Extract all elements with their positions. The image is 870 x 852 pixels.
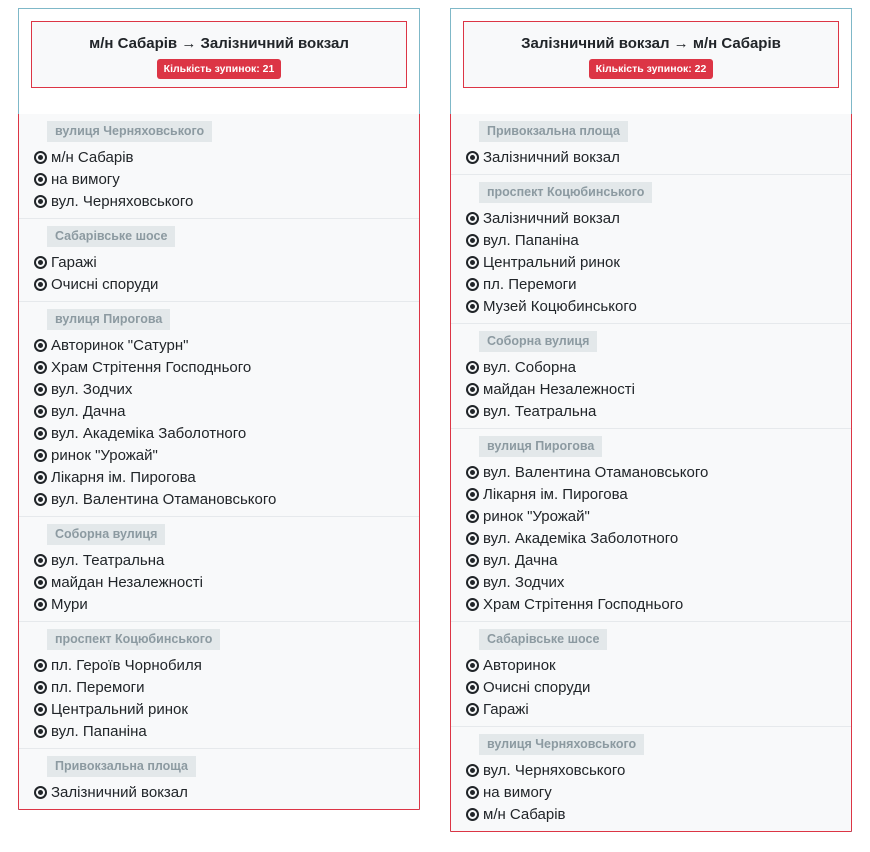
stop-list xyxy=(34,334,419,510)
dot-circle-icon xyxy=(466,510,479,523)
stop-item xyxy=(466,461,851,483)
stop-item xyxy=(34,334,419,356)
dot-circle-icon xyxy=(34,725,47,738)
dot-circle-icon xyxy=(34,173,47,186)
dot-circle-icon xyxy=(466,278,479,291)
stop-name: вул. Зодчих xyxy=(483,573,565,591)
dot-circle-icon xyxy=(34,703,47,716)
route-header-box xyxy=(31,21,407,88)
street-label: вулиця Черняховського xyxy=(47,121,212,142)
stop-item xyxy=(34,720,419,742)
dot-circle-icon xyxy=(34,471,47,484)
stop-name: Очисні споруди xyxy=(483,678,591,696)
stop-name: Авторинок xyxy=(483,656,556,674)
route-header xyxy=(19,9,419,114)
stop-item xyxy=(466,251,851,273)
stop-list xyxy=(466,146,851,168)
street-label: вулиця Черняховського xyxy=(479,734,644,755)
stop-item xyxy=(34,168,419,190)
route-card-backward xyxy=(450,8,852,832)
stop-item xyxy=(466,759,851,781)
stop-name: пл. Перемоги xyxy=(51,678,145,696)
street-group xyxy=(451,429,851,622)
dot-circle-icon xyxy=(466,151,479,164)
dot-circle-icon xyxy=(466,488,479,501)
stop-item xyxy=(466,483,851,505)
stop-name: вул. Академіка Заболотного xyxy=(51,424,247,442)
stop-list xyxy=(34,146,419,212)
stop-item xyxy=(34,273,419,295)
street-group xyxy=(19,114,419,219)
stop-item xyxy=(466,146,851,168)
stop-name: Залізничний вокзал xyxy=(483,209,620,227)
stop-item xyxy=(34,378,419,400)
dot-circle-icon xyxy=(466,786,479,799)
stop-item xyxy=(34,698,419,720)
street-group xyxy=(451,175,851,324)
stop-name: Лікарня ім. Пирогова xyxy=(51,468,196,486)
street-label: проспект Коцюбинського xyxy=(47,629,220,650)
dot-circle-icon xyxy=(34,576,47,589)
stop-name: Центральний ринок xyxy=(483,253,620,271)
dot-circle-icon xyxy=(34,554,47,567)
street-group xyxy=(19,749,419,809)
stop-name: Центральний ринок xyxy=(51,700,188,718)
dot-circle-icon xyxy=(466,532,479,545)
stop-item xyxy=(34,146,419,168)
stop-list xyxy=(34,654,419,742)
stop-list xyxy=(466,461,851,615)
dot-circle-icon xyxy=(34,427,47,440)
stop-name: на вимогу xyxy=(483,783,552,801)
dot-circle-icon xyxy=(34,659,47,672)
stop-item xyxy=(466,356,851,378)
route-title: м/н Сабарів → Залізничний вокзал xyxy=(89,35,349,52)
stop-name: Очисні споруди xyxy=(51,275,159,293)
dot-circle-icon xyxy=(34,681,47,694)
dot-circle-icon xyxy=(466,554,479,567)
stop-item xyxy=(466,505,851,527)
route-title: Залізничний вокзал → м/н Сабарів xyxy=(521,35,781,52)
stop-name: пл. Перемоги xyxy=(483,275,577,293)
stop-item xyxy=(466,527,851,549)
stop-name: вул. Валентина Отамановського xyxy=(51,490,277,508)
stop-name: вул. Папаніна xyxy=(51,722,147,740)
stop-item xyxy=(34,593,419,615)
stop-item xyxy=(34,400,419,422)
stop-list xyxy=(466,654,851,720)
stop-list xyxy=(34,251,419,295)
street-label: Сабарівське шосе xyxy=(479,629,607,650)
street-label: Привокзальна площа xyxy=(47,756,196,777)
dot-circle-icon xyxy=(34,195,47,208)
stop-name: м/н Сабарів xyxy=(51,148,134,166)
stop-item xyxy=(34,571,419,593)
stop-name: Мури xyxy=(51,595,88,613)
street-label: Сабарівське шосе xyxy=(47,226,175,247)
stop-item xyxy=(34,190,419,212)
stop-item xyxy=(466,207,851,229)
stop-name: м/н Сабарів xyxy=(483,805,566,823)
stop-name: вул. Валентина Отамановського xyxy=(483,463,709,481)
stop-item xyxy=(34,422,419,444)
stop-name: Авторинок "Сатурн" xyxy=(51,336,189,354)
street-label: Соборна вулиця xyxy=(479,331,597,352)
dot-circle-icon xyxy=(34,361,47,374)
street-group xyxy=(19,517,419,622)
stop-name: майдан Незалежності xyxy=(51,573,203,591)
street-group xyxy=(19,219,419,302)
street-group xyxy=(451,727,851,831)
stop-name: майдан Незалежності xyxy=(483,380,635,398)
stop-item xyxy=(466,229,851,251)
route-stops-list xyxy=(450,114,852,831)
route-header-box xyxy=(463,21,839,88)
stop-list xyxy=(466,759,851,825)
stop-item xyxy=(34,444,419,466)
stop-item xyxy=(34,654,419,676)
stop-name: Залізничний вокзал xyxy=(483,148,620,166)
stop-item xyxy=(466,698,851,720)
stop-name: вул. Дачна xyxy=(51,402,126,420)
stop-name: вул. Соборна xyxy=(483,358,576,376)
dot-circle-icon xyxy=(34,256,47,269)
stop-name: вул. Театральна xyxy=(483,402,597,420)
stop-item xyxy=(34,251,419,273)
stop-item xyxy=(34,466,419,488)
street-label: Привокзальна площа xyxy=(479,121,628,142)
stops-count-badge: Кількість зупинок: 21 xyxy=(157,59,282,79)
stop-name: вул. Черняховського xyxy=(483,761,626,779)
stop-name: Музей Коцюбинського xyxy=(483,297,637,315)
stop-item xyxy=(466,803,851,825)
dot-circle-icon xyxy=(34,493,47,506)
dot-circle-icon xyxy=(34,598,47,611)
street-group xyxy=(451,324,851,429)
route-card-forward xyxy=(18,8,420,810)
dot-circle-icon xyxy=(466,212,479,225)
street-label: Соборна вулиця xyxy=(47,524,165,545)
stop-name: Храм Стрітення Господнього xyxy=(483,595,684,613)
dot-circle-icon xyxy=(34,278,47,291)
stop-item xyxy=(466,378,851,400)
stop-item xyxy=(466,273,851,295)
dot-circle-icon xyxy=(466,808,479,821)
stop-name: Гаражі xyxy=(51,253,97,271)
street-group xyxy=(19,622,419,749)
stop-name: вул. Академіка Заболотного xyxy=(483,529,679,547)
dot-circle-icon xyxy=(466,300,479,313)
stop-name: вул. Папаніна xyxy=(483,231,579,249)
dot-circle-icon xyxy=(34,449,47,462)
stop-name: Залізничний вокзал xyxy=(51,783,188,801)
stop-name: вул. Зодчих xyxy=(51,380,133,398)
dot-circle-icon xyxy=(466,598,479,611)
dot-circle-icon xyxy=(34,151,47,164)
street-group xyxy=(19,302,419,517)
street-group xyxy=(451,622,851,727)
stop-item xyxy=(466,654,851,676)
dot-circle-icon xyxy=(466,234,479,247)
street-group xyxy=(451,114,851,175)
stop-name: Гаражі xyxy=(483,700,529,718)
dot-circle-icon xyxy=(466,256,479,269)
route-stops-list xyxy=(18,114,420,809)
stop-list xyxy=(466,207,851,317)
stop-item xyxy=(34,488,419,510)
street-label: вулиця Пирогова xyxy=(479,436,602,457)
stop-name: пл. Героїв Чорнобиля xyxy=(51,656,202,674)
route-header xyxy=(451,9,851,114)
dot-circle-icon xyxy=(466,383,479,396)
dot-circle-icon xyxy=(34,383,47,396)
stop-item xyxy=(466,676,851,698)
stop-item xyxy=(466,549,851,571)
stop-name: ринок "Урожай" xyxy=(51,446,158,464)
stop-list xyxy=(466,356,851,422)
stop-name: ринок "Урожай" xyxy=(483,507,590,525)
stops-count-badge: Кількість зупинок: 22 xyxy=(589,59,714,79)
stop-item xyxy=(466,571,851,593)
dot-circle-icon xyxy=(466,576,479,589)
street-label: вулиця Пирогова xyxy=(47,309,170,330)
stop-name: Лікарня ім. Пирогова xyxy=(483,485,628,503)
dot-circle-icon xyxy=(34,786,47,799)
dot-circle-icon xyxy=(466,405,479,418)
stop-name: вул. Театральна xyxy=(51,551,165,569)
dot-circle-icon xyxy=(34,339,47,352)
stop-item xyxy=(466,295,851,317)
dot-circle-icon xyxy=(34,405,47,418)
stop-list xyxy=(34,781,419,803)
street-label: проспект Коцюбинського xyxy=(479,182,652,203)
stop-item xyxy=(34,356,419,378)
dot-circle-icon xyxy=(466,659,479,672)
stop-name: Храм Стрітення Господнього xyxy=(51,358,252,376)
dot-circle-icon xyxy=(466,466,479,479)
stop-name: вул. Черняховського xyxy=(51,192,194,210)
stop-item xyxy=(466,781,851,803)
stop-item xyxy=(34,676,419,698)
stop-list xyxy=(34,549,419,615)
stop-name: на вимогу xyxy=(51,170,120,188)
dot-circle-icon xyxy=(466,681,479,694)
dot-circle-icon xyxy=(466,764,479,777)
stop-item xyxy=(34,781,419,803)
stop-item xyxy=(34,549,419,571)
dot-circle-icon xyxy=(466,361,479,374)
dot-circle-icon xyxy=(466,703,479,716)
stop-item xyxy=(466,593,851,615)
stop-name: вул. Дачна xyxy=(483,551,558,569)
stop-item xyxy=(466,400,851,422)
